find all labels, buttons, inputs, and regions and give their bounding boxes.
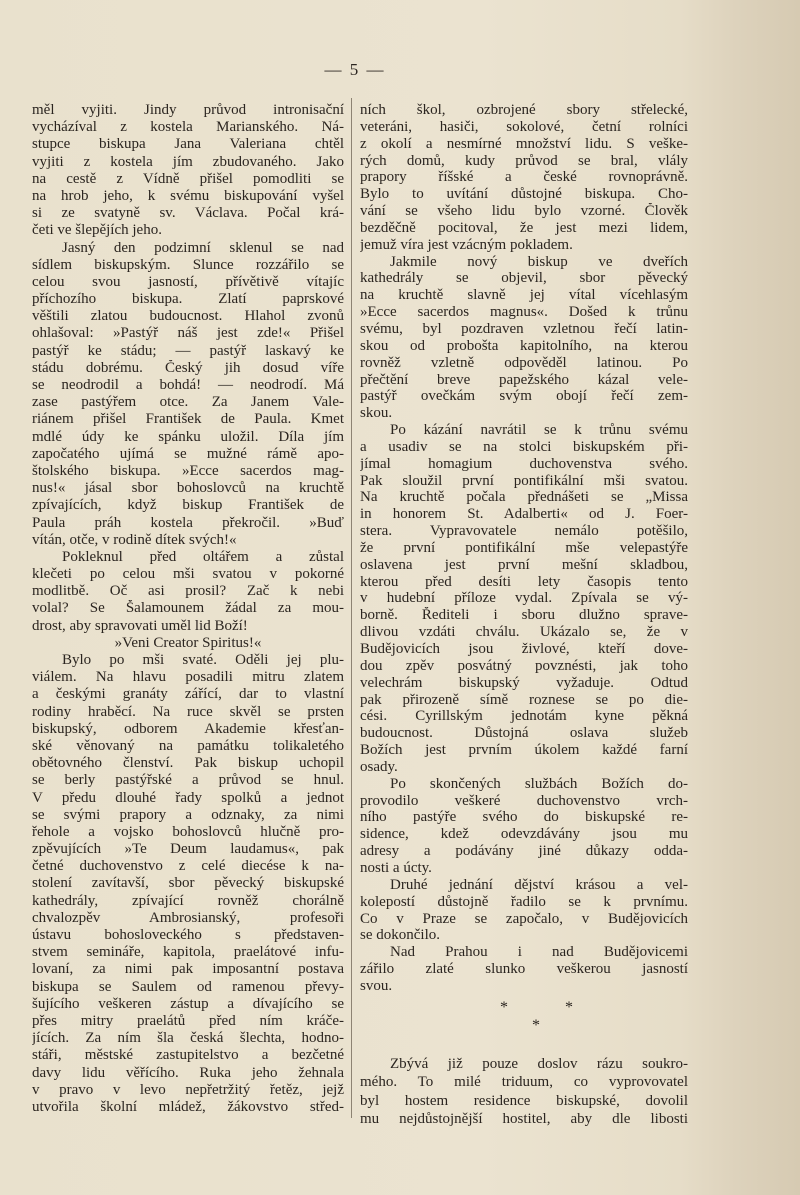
text-line: vycházíval z kostela Marianského. Ná- [32,119,344,136]
text-line: stolení zavítavší, sbor pěvecký biskupské [32,875,344,892]
text-line: ních škol, ozbrojené sbory střelecké, [360,102,688,118]
text-line: nosti a úcty. [360,859,432,876]
text-line: Pokleknul před oltářem a zůstal [62,548,344,565]
text-line: Paula práh kostela překročil. »Buď [32,514,344,531]
text-line: v pravo v levo nepřetržitý řetěz, jejž [32,1081,344,1098]
paragraph [32,549,344,635]
text-line: příchozího biskupa. Zlatí paprskové [32,291,344,308]
text-line: kathedrály, zpívající rovněž chorálně [32,892,344,909]
text-line: drost, aby spravovati uměl lid Boží! [32,617,248,634]
text-line: Nad Prahou i nad Budějovicemi [390,944,688,961]
text-line: klečeti po celou mši svatou v pokorné [32,566,344,583]
section-separator [360,995,688,1055]
paragraph [360,422,688,776]
text-line: svou. [360,977,393,994]
paragraph [32,102,344,240]
text-line: viálem. Na hlavu posadili mitru zlatem [32,669,344,686]
text-line: biskupa se Saulem od ramenou převy- [32,978,344,995]
text-line: pastýř ke stádu; — pastýř laskavý ke [32,342,344,359]
text-line: rovněž vzletně odpověděl latinou. Po [360,354,688,371]
asterisk: * [532,1016,540,1034]
text-line: Druhé jednání dějství krásou a vel- [390,876,688,893]
text-line: se dokončilo. [360,927,440,944]
text-line: v hudební příloze vydal. Zpívala se vý- [360,590,688,607]
text-line: obětovného členství. Pak biskup uchopil [32,755,344,772]
paragraph [360,1055,688,1129]
text-line: vítán, otče, v rodině dítek svých!« [32,531,237,548]
text-line: kterou před desíti lety časopis tento [360,573,688,590]
text-line: ské věnovaný na památku tolikaletého [32,737,344,754]
text-line: četné duchovenstvo z celé diecése k na- [32,858,344,875]
text-line: jímal homagium duchovenstva svého. [360,455,688,472]
text-line: adresy a podávány jiné důkazy odda- [360,843,688,860]
text-line: Na kruchtě počala přednášeti se „Missa [360,489,688,506]
text-line: zpěvujících »Te Deum laudamus«, pak [32,841,344,858]
text-line: provodilo veškeré duchovenstvo vrch- [360,792,688,809]
text-line: stera. Vypravovatele nemálo potěšilo, [360,523,688,540]
text-line: chvalozpěv Ambrosianský, profesoři [32,909,344,926]
text-line: vání se všeho lidu bylo vzorné. Člověk [360,203,688,220]
text-line: volal? Se Šalamounem žádal za mou- [32,600,344,617]
text-line: pastýř ovečkám svým obojí řečí zem- [360,388,688,405]
text-line: borně. Řediteli i sboru dlužno sprave- [360,607,688,624]
text-line: dou zpěv posvátný povznésti, jak toho [360,657,688,674]
text-line: stádu dobrému. Český jih dosud víře [32,359,344,376]
text-line: rodiny hraběcí. Na ruce skvěl se prsten [32,703,344,720]
text-line: mého. To milé triduum, co vyprovovatel [360,1074,688,1091]
text-line: z okolí a nesmírné množství lidu. S veške- [360,135,688,152]
text-line: »Veni Creator Spiritus!« [114,634,262,651]
text-line: Budějovicích jsou živlové, kteří dove- [360,641,688,657]
text-line: zářilo zlaté slunko veškerou jasností [360,961,688,978]
text-line: ního pastýře svého do biskupské re- [360,809,688,826]
text-line: davy lidu věřícího. Ruka jeho žehnala [32,1064,344,1081]
text-line: stvem semináře, kapitola, praelátové infu- [32,944,344,961]
text-line: šujícího veškeren zástup a dívajícího se [32,995,344,1012]
text-line: veteráni, hasiči, sokolové, četní rolníci [360,118,688,135]
text-line: lovaní, za nimi pak imposantní postava [32,961,344,978]
text-line: a usadiv se na stolci biskupském při- [360,438,688,455]
text-line: velechrám biskupský vyžaduje. Odtud [360,674,688,691]
text-line: Co v Praze se započalo, v Budějovicích [360,910,688,927]
text-line: stupce biskupa Jana Valeriana chtěl [32,136,344,153]
text-line: skou od probošta kapitolního, na kterou [360,337,688,354]
text-line: Po kázání navrátil se k trůnu svému [390,422,688,439]
text-line: mu nejdůstojnější hostitel, aby dle libosti [360,1110,688,1127]
text-line: sidence, kdež odevzdávány jsou mu [360,826,688,843]
text-line: řehole a vojsko bohoslovců hlučně pro- [32,823,344,840]
text-line: přes mitry praelátů před ním kráče- [32,1012,344,1029]
paragraph [360,102,688,254]
text-line: četi ve šlepějích jeho. [32,222,162,239]
text-line: se svými prapory a odznaky, za nimi [32,806,344,823]
page-number: — 5 — [324,60,386,79]
text-line: modlitbě. Oč asi prosil? Zač k nebi [32,583,344,600]
text-line: celou svou jasností, přívětivě vítajíc [32,273,344,290]
text-line: jících. Za ním šla česká šlechta, hodno- [32,1030,344,1047]
paragraph [360,776,688,877]
text-line: riánem přišel František de Paula. Kmet [32,411,344,428]
text-line: prapory říšské a české rovnoprávně. [360,169,688,186]
text-line: Pak sloužil první pontifikální mši svatou. [360,472,688,489]
text-line: byl hostem residence biskupské, dovolil [360,1092,688,1109]
text-line: ústavu bohosloveckého s představen- [32,927,344,943]
right-column [360,102,688,1128]
text-line: kolepostí důstojně řadilo se k prvnímu. [360,893,688,910]
text-line: na kruchtě slavně jej vítal vícehlasým [360,287,688,304]
text-line: in honorem St. Adalberti« od J. Foer- [360,506,688,523]
text-line: jemuž víra jest vzácným pokladem. [360,236,573,253]
text-line: cési. Cyrillským jednotám kyne pěkná [360,708,688,725]
text-line: utvořila školní mládež, žákovstvo střed- [32,1098,344,1115]
text-line: »Ecce sacerdos magnus«. Došed k trůnu [360,304,688,321]
paragraph [32,240,344,549]
text-line: na cestě z Vídně přišel pomodliti se [32,170,344,187]
text-line: zase pastýřem otce. Za Janem Vale- [32,394,344,411]
text-line: Jakmile nový biskup ve dveřích [390,253,688,270]
text-line: bezděčně pocitoval, že jest mezi lidem, [360,219,688,236]
text-line: dlivou vzdáti chválu. Ukázalo se, že v [360,624,688,641]
text-line: měl vyjiti. Jindy průvod intronisační [32,102,344,118]
text-line: V předu dlouhé řady spolků a jednot [32,789,344,806]
text-line: nus!« jásal sbor bohoslovců na kruchtě [32,480,344,497]
text-line: oslavena jest první mešní skladbou, [360,556,688,573]
centered-quote [32,635,344,652]
text-line: se neodrodil a bohdá! — neodrodí. Má [32,377,344,393]
left-column [32,102,344,1116]
text-line: přečtění breve papežského kázal vele- [360,371,688,388]
text-line: stáři, městské zastupitelstvo a bezčetné [32,1047,344,1064]
text-line: rých domů, kudy průvod se bral, vlály [360,152,688,169]
text-line: si ze svatyně sv. Václava. Počal krá- [32,205,344,222]
text-line: budoucnost. Důstojná oslava služeb [360,725,688,742]
text-line: biskupský, odborem Akademie křesťan- [32,720,344,737]
text-line: štolského biskupa. »Ecce sacerdos mag- [32,462,344,479]
text-line: Zbývá již pouze doslov rázu soukro- [390,1055,688,1072]
text-line: že první pontifikální mše velepastýře [360,539,688,556]
text-line: Po skončených službách Božích do- [390,775,688,792]
text-line: kathedrály se objevil, sbor pěvecký [360,270,688,287]
paragraph [360,877,688,944]
text-line: pak přirozeně símě roznese se po die- [360,691,688,708]
asterisk: * [565,998,573,1016]
text-line: svému, byl pozdraven vzletnou řečí latin- [360,320,688,337]
text-line: Bylo to uvítání důstojné biskupa. Cho- [360,186,688,203]
text-line: započatého ujímá se mužné rámě apo- [32,445,344,462]
text-line: osady. [360,758,398,775]
text-line: sídlem biskupským. Slunce rozzářilo se [32,256,344,273]
text-line: vyjiti z kostela jím zbudovaného. Jako [32,153,344,170]
text-line: Jasný den podzimní sklenul se nad [62,239,344,256]
paragraph [360,254,688,422]
text-line: se berly pastýřské a průvod se hnul. [32,772,344,789]
asterisk: * [500,998,508,1016]
text-line: na hrob jeho, k svému biskupování vyšel [32,187,344,204]
text-line: skou. [360,405,393,422]
column-divider [351,98,352,1118]
text-line: Bylo po mši svaté. Oděli jej plu- [62,652,344,668]
text-line: věštili zlatou budoucnost. Hlahol zvonů [32,308,344,325]
text-line: mdlé údy ke spánku uložil. Díla jím [32,428,344,445]
paragraph [32,652,344,1116]
text-line: Božích jest prvním úkolem každé farní [360,742,688,759]
paragraph [360,944,688,995]
text-line: ohlašoval: »Pastýř náš jest zde!« Přišel [32,325,344,342]
text-line: zpívajících, když biskup František de [32,497,344,514]
text-line: a českými granáty zářící, dar to vlastní [32,686,344,703]
